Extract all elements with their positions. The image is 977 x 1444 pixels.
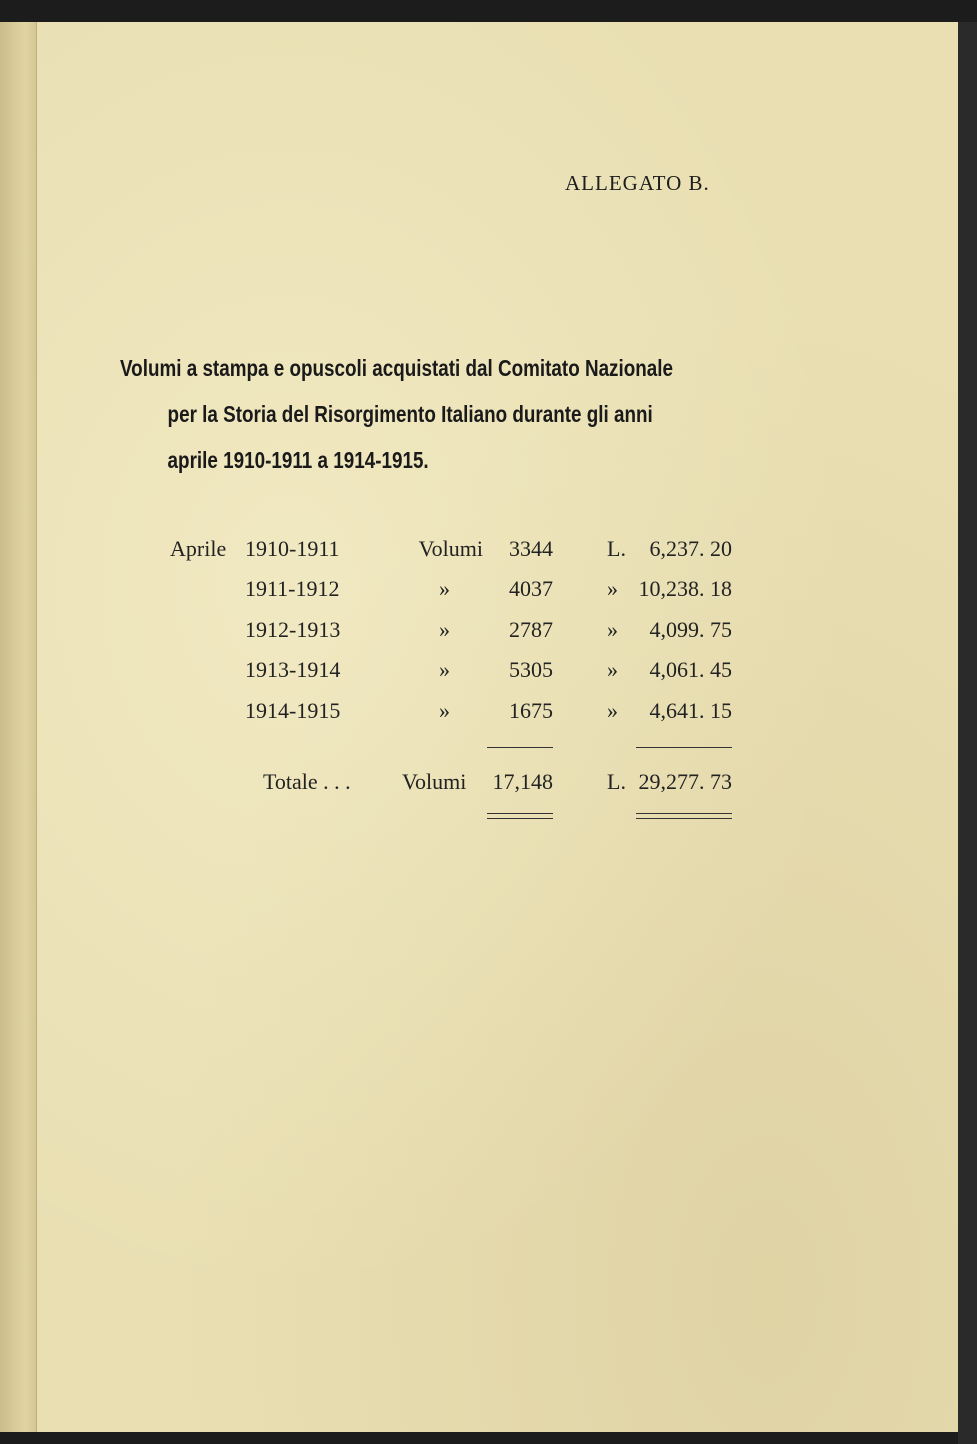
- row-amount: 4,099. 75: [649, 617, 732, 642]
- row-kind: »: [439, 698, 450, 723]
- row-currency: »: [607, 657, 618, 682]
- total-label: Totale . . .: [263, 769, 351, 794]
- row-period: 1913-1914: [245, 657, 341, 682]
- row-period: 1910-1911: [245, 536, 340, 561]
- row-count: 3344: [509, 536, 553, 561]
- title-line-1: Volumi a stampa e opuscoli acquistati dal Comitato Nazionale: [120, 355, 674, 381]
- row-kind: »: [439, 617, 450, 642]
- allegato-heading: ALLEGATO B.: [565, 171, 710, 195]
- title-line-3: aprile 1910-1911 a 1914-1915.: [167, 447, 429, 473]
- row-currency: »: [607, 698, 618, 723]
- row-currency: L.: [607, 536, 626, 561]
- row-count: 1675: [509, 698, 553, 723]
- row-kind: »: [439, 657, 450, 682]
- row-kind: Volumi: [418, 536, 483, 561]
- row-amount: 4,641. 15: [649, 698, 732, 723]
- row-count: 4037: [509, 576, 553, 601]
- amount-double-rule-bottom: [636, 818, 732, 819]
- total-count: 17,148: [492, 769, 553, 794]
- amount-double-rule-top: [636, 813, 732, 814]
- row-period: 1914-1915: [245, 698, 341, 723]
- row-currency: »: [607, 576, 618, 601]
- row-count: 5305: [509, 657, 553, 682]
- count-sum-rule: [487, 747, 553, 748]
- row-label: Aprile: [170, 536, 227, 561]
- title-line-2: per la Storia del Risorgimento Italiano durante gli anni: [167, 401, 653, 427]
- total-amount: 29,277. 73: [638, 769, 732, 794]
- row-period: 1911-1912: [245, 576, 340, 601]
- row-count: 2787: [509, 617, 553, 642]
- count-double-rule-bottom: [487, 818, 553, 819]
- row-currency: »: [607, 617, 618, 642]
- row-period: 1912-1913: [245, 617, 341, 642]
- row-kind: »: [439, 576, 450, 601]
- row-amount: 6,237. 20: [649, 536, 732, 561]
- total-currency: L.: [607, 769, 626, 794]
- row-amount: 10,238. 18: [638, 576, 732, 601]
- total-kind: Volumi: [402, 769, 467, 794]
- row-amount: 4,061. 45: [649, 657, 732, 682]
- amount-sum-rule: [636, 747, 732, 748]
- page-right-shadow: [958, 22, 977, 1444]
- count-double-rule-top: [487, 813, 553, 814]
